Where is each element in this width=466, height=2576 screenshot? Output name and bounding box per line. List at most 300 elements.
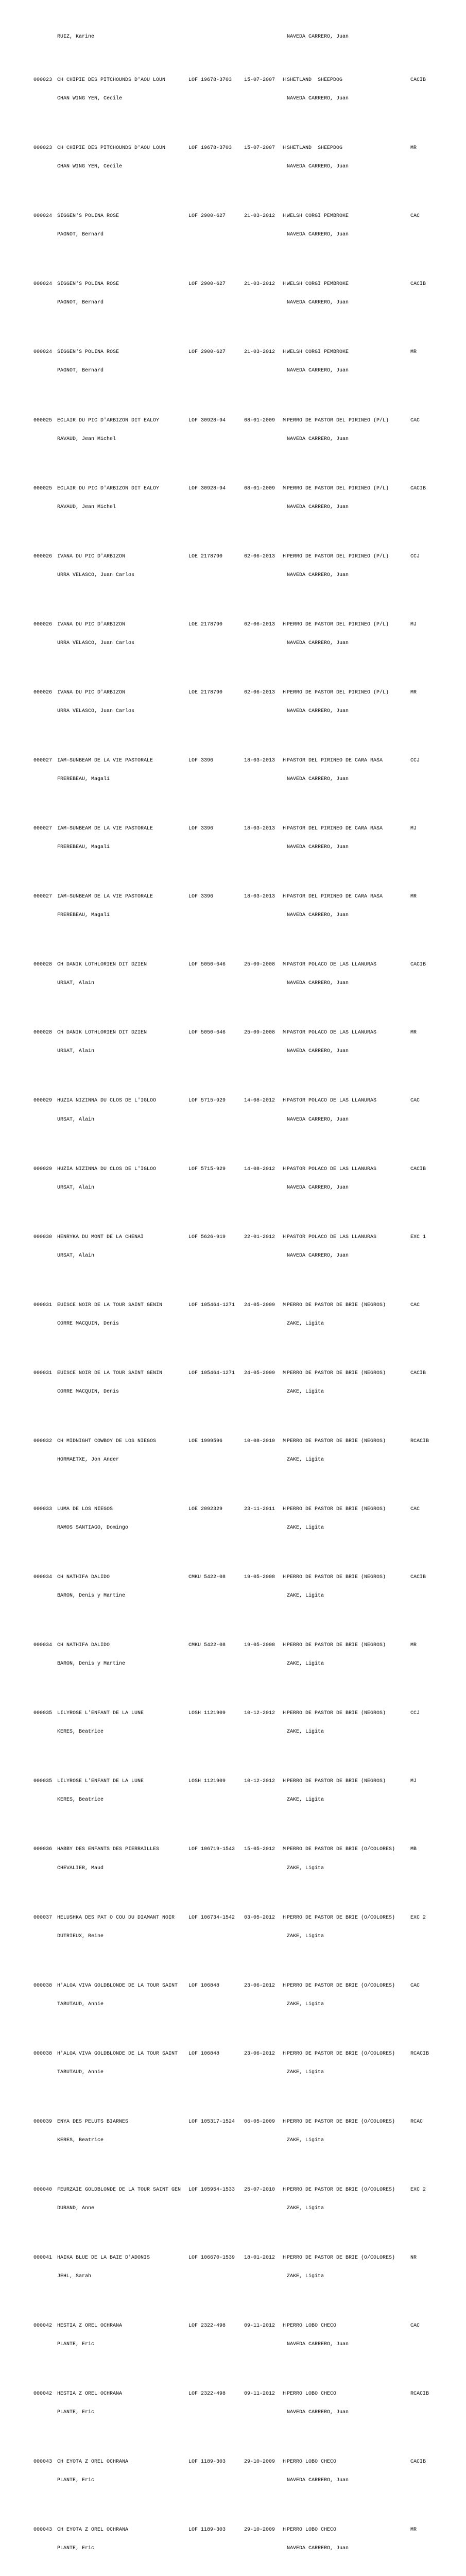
registration: LOF 1189-303 bbox=[188, 2459, 226, 2465]
entries-list bbox=[0, 53, 466, 2576]
entry-number: 000025 bbox=[33, 485, 53, 492]
dog-name: IVANA DU PIC D'ARBIZON bbox=[57, 621, 126, 628]
award: EXC 1 bbox=[410, 1234, 426, 1240]
dog-name: HAIKA BLUE DE LA BAIE D'ADONIS bbox=[57, 2255, 150, 2261]
birth-date: 15-07-2007 bbox=[244, 77, 275, 83]
list-item bbox=[0, 1903, 466, 1952]
entry-main-line bbox=[0, 1710, 466, 1717]
registration: LOF 105464-1271 bbox=[188, 1302, 235, 1308]
judge: ZAKE, Ligita bbox=[287, 1388, 324, 1395]
entry-sub-line bbox=[0, 1593, 466, 1599]
entry-main-line bbox=[0, 1302, 466, 1309]
award: CAC bbox=[410, 213, 420, 219]
sex: M bbox=[283, 1438, 286, 1444]
entry-number: 000043 bbox=[33, 2459, 53, 2465]
entry-number: 000040 bbox=[33, 2187, 53, 2193]
entry-main-line bbox=[0, 1506, 466, 1513]
entry-sub-line bbox=[0, 368, 466, 374]
list-item bbox=[0, 2107, 466, 2156]
registration: LOF 5050-646 bbox=[188, 962, 226, 968]
breed: PASTOR POLACO DE LAS LLANURAS bbox=[287, 1098, 377, 1104]
sex: H bbox=[283, 1642, 286, 1649]
entry-main-line bbox=[0, 1234, 466, 1241]
judge: ZAKE, Ligita bbox=[287, 1525, 324, 1531]
award: RCAC bbox=[410, 2119, 423, 2125]
entry-sub-line bbox=[0, 2002, 466, 2008]
registration: LOE 2178790 bbox=[188, 621, 223, 628]
owner: TABUTAUD, Annie bbox=[57, 2069, 104, 2075]
dog-name: HELUSHKA DES PAT O COU DU DIAMANT NOIR bbox=[57, 1914, 175, 1921]
birth-date: 14-08-2012 bbox=[244, 1166, 275, 1172]
entry-sub-line bbox=[0, 2478, 466, 2484]
judge: ZAKE, Ligita bbox=[287, 2206, 324, 2211]
breed: PERRO DE PASTOR DE BRIE (NEGROS) bbox=[287, 1642, 386, 1649]
dog-name: IAM-SUNBEAM DE LA VIE PASTORALE bbox=[57, 757, 153, 764]
award: CCJ bbox=[410, 553, 420, 560]
birth-date: 21-03-2012 bbox=[244, 349, 275, 355]
dog-name: FEURZAIE GOLDBLONDE DE LA TOUR SAINT GEN bbox=[57, 2187, 181, 2193]
owner: URSAT, Alain bbox=[57, 1048, 95, 1055]
list-item bbox=[0, 1834, 466, 1884]
owner: URSAT, Alain bbox=[57, 1184, 95, 1191]
registration: LOF 5050-646 bbox=[188, 1030, 226, 1036]
judge: ZAKE, Ligita bbox=[287, 1865, 324, 1871]
breed: PERRO DE PASTOR DEL PIRINEO (P/L) bbox=[287, 417, 389, 423]
birth-date: 21-03-2012 bbox=[244, 281, 275, 287]
dog-name: SIGGEN'S POLINA ROSE bbox=[57, 213, 119, 219]
entry-number: 000042 bbox=[33, 2323, 53, 2329]
entry-main-line bbox=[0, 1166, 466, 1173]
entry-main-line bbox=[0, 2187, 466, 2193]
registration: CMKU 5422-08 bbox=[188, 1574, 226, 1581]
birth-date: 15-05-2012 bbox=[244, 1846, 275, 1853]
list-item bbox=[0, 201, 466, 250]
owner: FREREBEAU, Magali bbox=[57, 912, 110, 919]
breed: PERRO LOBO CHECO bbox=[287, 2391, 337, 2397]
registration: LOSH 1121909 bbox=[188, 1710, 226, 1717]
judge: NAVEDA CARRERO, Juan bbox=[287, 300, 349, 306]
judge: ZAKE, Ligita bbox=[287, 1456, 324, 1463]
list-item bbox=[0, 882, 466, 931]
dog-name: CH MIDNIGHT COWBOY DE LOS NIEGOS bbox=[57, 1438, 157, 1444]
list-item bbox=[0, 405, 466, 455]
entry-sub-line bbox=[0, 1048, 466, 1055]
judge: ZAKE, Ligita bbox=[287, 1933, 324, 1939]
award: CACIB bbox=[410, 2459, 426, 2465]
birth-date: 24-05-2009 bbox=[244, 1370, 275, 1376]
award: CCJ bbox=[410, 1710, 420, 1717]
list-item bbox=[0, 65, 466, 114]
registration: LOF 106670-1539 bbox=[188, 2255, 235, 2261]
sex: H bbox=[283, 1506, 286, 1513]
sex: M bbox=[283, 1302, 286, 1308]
entry-sub-line bbox=[0, 1321, 466, 1327]
award: MJ bbox=[410, 621, 417, 628]
entry-sub-line bbox=[0, 2138, 466, 2144]
entry-sub-line bbox=[0, 1389, 466, 1395]
award: RCACIB bbox=[410, 2050, 429, 2057]
dog-name: CH DANIK LOTHLORIEN DIT DZIEN bbox=[57, 962, 147, 968]
entry-number: 000026 bbox=[33, 689, 53, 696]
entry-sub-line bbox=[0, 1253, 466, 1259]
sex: H bbox=[283, 2323, 286, 2329]
breed: PASTOR DEL PIRINEO DE CARA RASA bbox=[287, 826, 383, 832]
birth-date: 18-03-2013 bbox=[244, 826, 275, 832]
entry-main-line bbox=[0, 1778, 466, 1785]
award: CCJ bbox=[410, 757, 420, 764]
entry-number: 000029 bbox=[33, 1098, 53, 1104]
entry-number: 000024 bbox=[33, 213, 53, 219]
entry-sub-line bbox=[0, 232, 466, 238]
owner: PAGNOT, Bernard bbox=[57, 300, 104, 306]
registration: LOF 106734-1542 bbox=[188, 1914, 235, 1921]
entry-main-line bbox=[0, 1915, 466, 1921]
owner: URSAT, Alain bbox=[57, 1252, 95, 1259]
judge: NAVEDA CARRERO, Juan bbox=[287, 436, 349, 442]
entry-sub-line bbox=[0, 844, 466, 851]
entry-main-line bbox=[0, 2119, 466, 2125]
list-item bbox=[0, 1698, 466, 1748]
entry-main-line bbox=[0, 2391, 466, 2397]
entry-number: 000027 bbox=[33, 894, 53, 900]
dog-name: HENRYKA DU MONT DE LA CHENAI bbox=[57, 1234, 144, 1240]
entry-number: 000031 bbox=[33, 1370, 53, 1376]
list-item bbox=[0, 1766, 466, 1816]
birth-date: 22-01-2012 bbox=[244, 1234, 275, 1240]
breed: PASTOR POLACO DE LAS LLANURAS bbox=[287, 962, 377, 968]
breed: PERRO DE PASTOR DEL PIRINEO (P/L) bbox=[287, 485, 389, 492]
entry-number: 000023 bbox=[33, 77, 53, 83]
dog-name: HUZIA NIZINNA DU CLOS DE L'IGLOO bbox=[57, 1166, 157, 1172]
owner: RAVAUD, Jean Michel bbox=[57, 436, 116, 442]
judge: NAVEDA CARRERO, Juan bbox=[287, 232, 349, 238]
breed: PERRO DE PASTOR DE BRIE (NEGROS) bbox=[287, 1778, 386, 1785]
entry-sub-line bbox=[0, 2070, 466, 2076]
list-item bbox=[0, 2039, 466, 2088]
sex: H bbox=[283, 1098, 286, 1104]
breed: PERRO DE PASTOR DE BRIE (NEGROS) bbox=[287, 1370, 386, 1376]
owner: CORRE MACQUIN, Denis bbox=[57, 1388, 119, 1395]
entry-number: 000023 bbox=[33, 145, 53, 151]
dog-name: ECLAIR DU PIC D'ARBIZON DIT EALOY bbox=[57, 417, 160, 423]
sex: H bbox=[283, 2187, 286, 2193]
entry-main-line bbox=[0, 2051, 466, 2057]
sex: H bbox=[283, 1710, 286, 1717]
entry-number: 000030 bbox=[33, 1234, 53, 1240]
entry-number: 000038 bbox=[33, 2050, 53, 2057]
entry-sub-line bbox=[0, 708, 466, 715]
entry-main-line bbox=[0, 77, 466, 83]
dog-name: HESTIA Z OREL OCHRANA bbox=[57, 2323, 123, 2329]
judge: ZAKE, Ligita bbox=[287, 1661, 324, 1667]
registration: LOF 106848 bbox=[188, 1982, 220, 1989]
registration: LOF 105464-1271 bbox=[188, 1370, 235, 1376]
entry-main-line bbox=[0, 2323, 466, 2329]
list-item bbox=[0, 814, 466, 863]
entry-sub-line bbox=[0, 1797, 466, 1803]
judge: NAVEDA CARRERO, Juan bbox=[287, 1252, 349, 1259]
breed: PERRO DE PASTOR DE BRIE (O/COLORES) bbox=[287, 2255, 395, 2261]
registration: LOF 19678-3703 bbox=[188, 145, 232, 151]
entry-sub-line bbox=[0, 1934, 466, 1940]
owner: JEHL, Sarah bbox=[57, 2274, 92, 2280]
sex: H bbox=[283, 621, 286, 628]
breed: PERRO DE PASTOR DE BRIE (O/COLORES) bbox=[287, 2119, 395, 2125]
entry-number: 000037 bbox=[33, 1914, 53, 1921]
registration: LOSH 1121909 bbox=[188, 1778, 226, 1785]
list-item bbox=[0, 473, 466, 523]
dog-name: CH NATHIFA DALIDO bbox=[57, 1574, 110, 1581]
sex: M bbox=[283, 485, 286, 492]
judge: ZAKE, Ligita bbox=[287, 2274, 324, 2280]
birth-date: 18-03-2013 bbox=[244, 894, 275, 900]
award: NR bbox=[410, 2255, 417, 2261]
birth-date: 29-10-2009 bbox=[244, 2527, 275, 2533]
registration: LOE 2178790 bbox=[188, 689, 223, 696]
breed: WELSH CORGI PEMBROKE bbox=[287, 349, 349, 355]
entry-sub-line bbox=[0, 1117, 466, 1123]
list-item bbox=[0, 2515, 466, 2564]
birth-date: 23-06-2012 bbox=[244, 2050, 275, 2057]
sex: M bbox=[283, 1370, 286, 1376]
award: MB bbox=[410, 1846, 417, 1853]
dog-name: CH EYOTA Z OREL OCHRANA bbox=[57, 2527, 129, 2533]
entry-main-line bbox=[0, 2459, 466, 2465]
sex: H bbox=[283, 757, 286, 764]
sex: M bbox=[283, 417, 286, 423]
registration: LOE 2178790 bbox=[188, 553, 223, 560]
birth-date: 24-05-2009 bbox=[244, 1302, 275, 1308]
award: MJ bbox=[410, 826, 417, 832]
owner: RUIZ, Karine bbox=[57, 34, 95, 40]
entry-number: 000039 bbox=[33, 2119, 53, 2125]
breed: PERRO LOBO CHECO bbox=[287, 2527, 337, 2533]
breed: PERRO DE PASTOR DE BRIE (O/COLORES) bbox=[287, 2050, 395, 2057]
dog-name: CH CHIPIE DES PITCHOUNDS D'AOU LOUN bbox=[57, 77, 166, 83]
award: CAC bbox=[410, 2323, 420, 2329]
breed: PASTOR DEL PIRINEO DE CARA RASA bbox=[287, 757, 383, 764]
list-item bbox=[0, 337, 466, 386]
registration: LOF 19678-3703 bbox=[188, 77, 232, 83]
list-item bbox=[0, 1494, 466, 1544]
entry-main-line bbox=[0, 1438, 466, 1445]
dog-name: LILYROSE L'ENFANT DE LA LUNE bbox=[57, 1710, 144, 1717]
list-item bbox=[0, 950, 466, 999]
judge: NAVEDA CARRERO, Juan bbox=[287, 980, 349, 987]
owner: URRA VELASCO, Juan Carlos bbox=[57, 640, 135, 646]
owner: CHEVALIER, Maud bbox=[57, 1865, 104, 1871]
entry-sub-line bbox=[0, 2546, 466, 2552]
birth-date: 02-06-2013 bbox=[244, 621, 275, 628]
entry-sub-line bbox=[0, 2342, 466, 2348]
entry-sub-line bbox=[0, 1866, 466, 1872]
list-item bbox=[0, 2175, 466, 2224]
owner: PLANTE, Eric bbox=[57, 2478, 95, 2484]
list-item bbox=[0, 1971, 466, 2020]
entry-main-line bbox=[0, 690, 466, 696]
birth-date: 25-09-2008 bbox=[244, 962, 275, 968]
entry-sub-line bbox=[0, 436, 466, 443]
dog-name: SIGGEN'S POLINA ROSE bbox=[57, 281, 119, 287]
dog-name: ECLAIR DU PIC D'ARBIZON DIT EALOY bbox=[57, 485, 160, 492]
registration: LOF 106719-1543 bbox=[188, 1846, 235, 1853]
breed: PERRO DE PASTOR DE BRIE (O/COLORES) bbox=[287, 1982, 395, 1989]
registration: CMKU 5422-08 bbox=[188, 1642, 226, 1649]
sex: H bbox=[283, 349, 286, 355]
results-listing bbox=[0, 22, 466, 2576]
sex: H bbox=[283, 77, 286, 83]
entry-main-line bbox=[0, 2527, 466, 2533]
judge: NAVEDA CARRERO, Juan bbox=[287, 1184, 349, 1191]
entry-number: 000032 bbox=[33, 1438, 53, 1444]
registration: LOF 30928-94 bbox=[188, 485, 226, 492]
entry-number: 000034 bbox=[33, 1642, 53, 1649]
sex: H bbox=[283, 689, 286, 696]
entry-sub-line bbox=[0, 572, 466, 579]
judge: ZAKE, Ligita bbox=[287, 1593, 324, 1599]
owner: DUTRIEUX, Reine bbox=[57, 1933, 104, 1939]
owner: URRA VELASCO, Juan Carlos bbox=[57, 572, 135, 578]
birth-date: 02-06-2013 bbox=[244, 553, 275, 560]
entry-main-line bbox=[0, 554, 466, 560]
entry-main-line bbox=[0, 1574, 466, 1581]
entry-main-line bbox=[0, 894, 466, 900]
award: CACIB bbox=[410, 1370, 426, 1376]
owner: PLANTE, Eric bbox=[57, 2342, 95, 2348]
sex: M bbox=[283, 1030, 286, 1036]
owner: FREREBEAU, Magali bbox=[57, 844, 110, 851]
registration: LOF 5715-929 bbox=[188, 1098, 226, 1104]
owner: KERES, Beatrice bbox=[57, 2137, 104, 2143]
birth-date: 23-11-2011 bbox=[244, 1506, 275, 1513]
birth-date: 25-09-2008 bbox=[244, 1030, 275, 1036]
owner: URSAT, Alain bbox=[57, 980, 95, 987]
breed: SHETLAND SHEEPDOG bbox=[287, 145, 343, 151]
list-item bbox=[0, 609, 466, 659]
award: MR bbox=[410, 894, 417, 900]
entry-main-line bbox=[0, 1370, 466, 1377]
birth-date: 09-11-2012 bbox=[244, 2391, 275, 2397]
entry-sub-line bbox=[0, 640, 466, 647]
sex: H bbox=[283, 1778, 286, 1785]
breed: PERRO DE PASTOR DE BRIE (NEGROS) bbox=[287, 1302, 386, 1308]
award: CAC bbox=[410, 1302, 420, 1308]
entry-number: 000029 bbox=[33, 1166, 53, 1172]
judge: NAVEDA CARRERO, Juan bbox=[287, 34, 349, 40]
registration: LOF 2322-498 bbox=[188, 2323, 226, 2329]
judge: NAVEDA CARRERO, Juan bbox=[287, 1116, 349, 1123]
entry-main-line bbox=[0, 622, 466, 628]
judge: NAVEDA CARRERO, Juan bbox=[287, 2410, 349, 2416]
sex: H bbox=[283, 1914, 286, 1921]
award: EXC 2 bbox=[410, 1914, 426, 1921]
entry-main-line bbox=[0, 213, 466, 219]
owner: KERES, Beatrice bbox=[57, 1797, 104, 1803]
entry-number: 000024 bbox=[33, 281, 53, 287]
sex: H bbox=[283, 2459, 286, 2465]
breed: SHETLAND SHEEPDOG bbox=[287, 77, 343, 83]
owner: TABUTAUD, Annie bbox=[57, 2001, 104, 2007]
judge: NAVEDA CARRERO, Juan bbox=[287, 640, 349, 646]
birth-date: 19-05-2008 bbox=[244, 1574, 275, 1581]
dog-name: H'ALOA VIVA GOLDBLONDE DE LA TOUR SAINT bbox=[57, 2050, 178, 2057]
award: MR bbox=[410, 1030, 417, 1036]
judge: ZAKE, Ligita bbox=[287, 1320, 324, 1327]
entry-sub-line bbox=[0, 2410, 466, 2416]
judge: NAVEDA CARRERO, Juan bbox=[287, 708, 349, 714]
birth-date: 14-08-2012 bbox=[244, 1098, 275, 1104]
award: RCACIB bbox=[410, 2391, 429, 2397]
entry-sub-line bbox=[0, 1185, 466, 1191]
list-item bbox=[0, 745, 466, 795]
list-item bbox=[0, 2311, 466, 2360]
award: MR bbox=[410, 145, 417, 151]
sex: H bbox=[283, 1234, 286, 1240]
judge: NAVEDA CARRERO, Juan bbox=[287, 2478, 349, 2484]
judge: NAVEDA CARRERO, Juan bbox=[287, 96, 349, 102]
dog-name: CH CHIPIE DES PITCHOUNDS D'AOU LOUN bbox=[57, 145, 166, 151]
birth-date: 08-01-2009 bbox=[244, 417, 275, 423]
birth-date: 09-11-2012 bbox=[244, 2323, 275, 2329]
breed: PERRO LOBO CHECO bbox=[287, 2323, 337, 2329]
judge: ZAKE, Ligita bbox=[287, 1797, 324, 1803]
sex: H bbox=[283, 2391, 286, 2397]
registration: LOF 3396 bbox=[188, 757, 214, 764]
award: CACIB bbox=[410, 77, 426, 83]
breed: PERRO DE PASTOR DEL PIRINEO (P/L) bbox=[287, 621, 389, 628]
entry-number: 000043 bbox=[33, 2527, 53, 2533]
owner: PAGNOT, Bernard bbox=[57, 368, 104, 374]
registration: LOF 2900-627 bbox=[188, 213, 226, 219]
breed: PERRO DE PASTOR DEL PIRINEO (P/L) bbox=[287, 553, 389, 560]
list-item bbox=[0, 677, 466, 727]
sex: H bbox=[283, 145, 286, 151]
award: EXC 2 bbox=[410, 2187, 426, 2193]
birth-date: 15-07-2007 bbox=[244, 145, 275, 151]
birth-date: 19-05-2008 bbox=[244, 1642, 275, 1649]
dog-name: IVANA DU PIC D'ARBIZON bbox=[57, 689, 126, 696]
dog-name: SIGGEN'S POLINA ROSE bbox=[57, 349, 119, 355]
dog-name: CH EYOTA Z OREL OCHRANA bbox=[57, 2459, 129, 2465]
registration: LOF 3396 bbox=[188, 826, 214, 832]
entry-number: 000034 bbox=[33, 1574, 53, 1581]
owner: PLANTE, Eric bbox=[57, 2410, 95, 2416]
entry-sub-line bbox=[0, 1525, 466, 1531]
dog-name: HESTIA Z OREL OCHRANA bbox=[57, 2391, 123, 2397]
entry-number: 000041 bbox=[33, 2255, 53, 2261]
birth-date: 18-03-2013 bbox=[244, 757, 275, 764]
entry-main-line bbox=[0, 418, 466, 424]
owner: PAGNOT, Bernard bbox=[57, 232, 104, 238]
owner: CHAN WING YEN, Cecile bbox=[57, 164, 123, 170]
award: CACIB bbox=[410, 962, 426, 968]
entry-sub-line bbox=[0, 96, 466, 102]
owner: URRA VELASCO, Juan Carlos bbox=[57, 708, 135, 714]
birth-date: 23-06-2012 bbox=[244, 1982, 275, 1989]
list-item bbox=[0, 541, 466, 591]
entry-main-line bbox=[0, 281, 466, 287]
birth-date: 06-05-2009 bbox=[244, 2119, 275, 2125]
dog-name: CH DANIK LOTHLORIEN DIT DZIEN bbox=[57, 1030, 147, 1036]
judge: NAVEDA CARRERO, Juan bbox=[287, 164, 349, 170]
award: MJ bbox=[410, 1778, 417, 1785]
dog-name: HABBY DES ENFANTS DES PIERRAILLES bbox=[57, 1846, 160, 1853]
entry-number: 000035 bbox=[33, 1710, 53, 1717]
birth-date: 08-01-2009 bbox=[244, 485, 275, 492]
dog-name: IAM-SUNBEAM DE LA VIE PASTORALE bbox=[57, 826, 153, 832]
entry-number: 000026 bbox=[33, 621, 53, 628]
list-item bbox=[0, 1086, 466, 1135]
